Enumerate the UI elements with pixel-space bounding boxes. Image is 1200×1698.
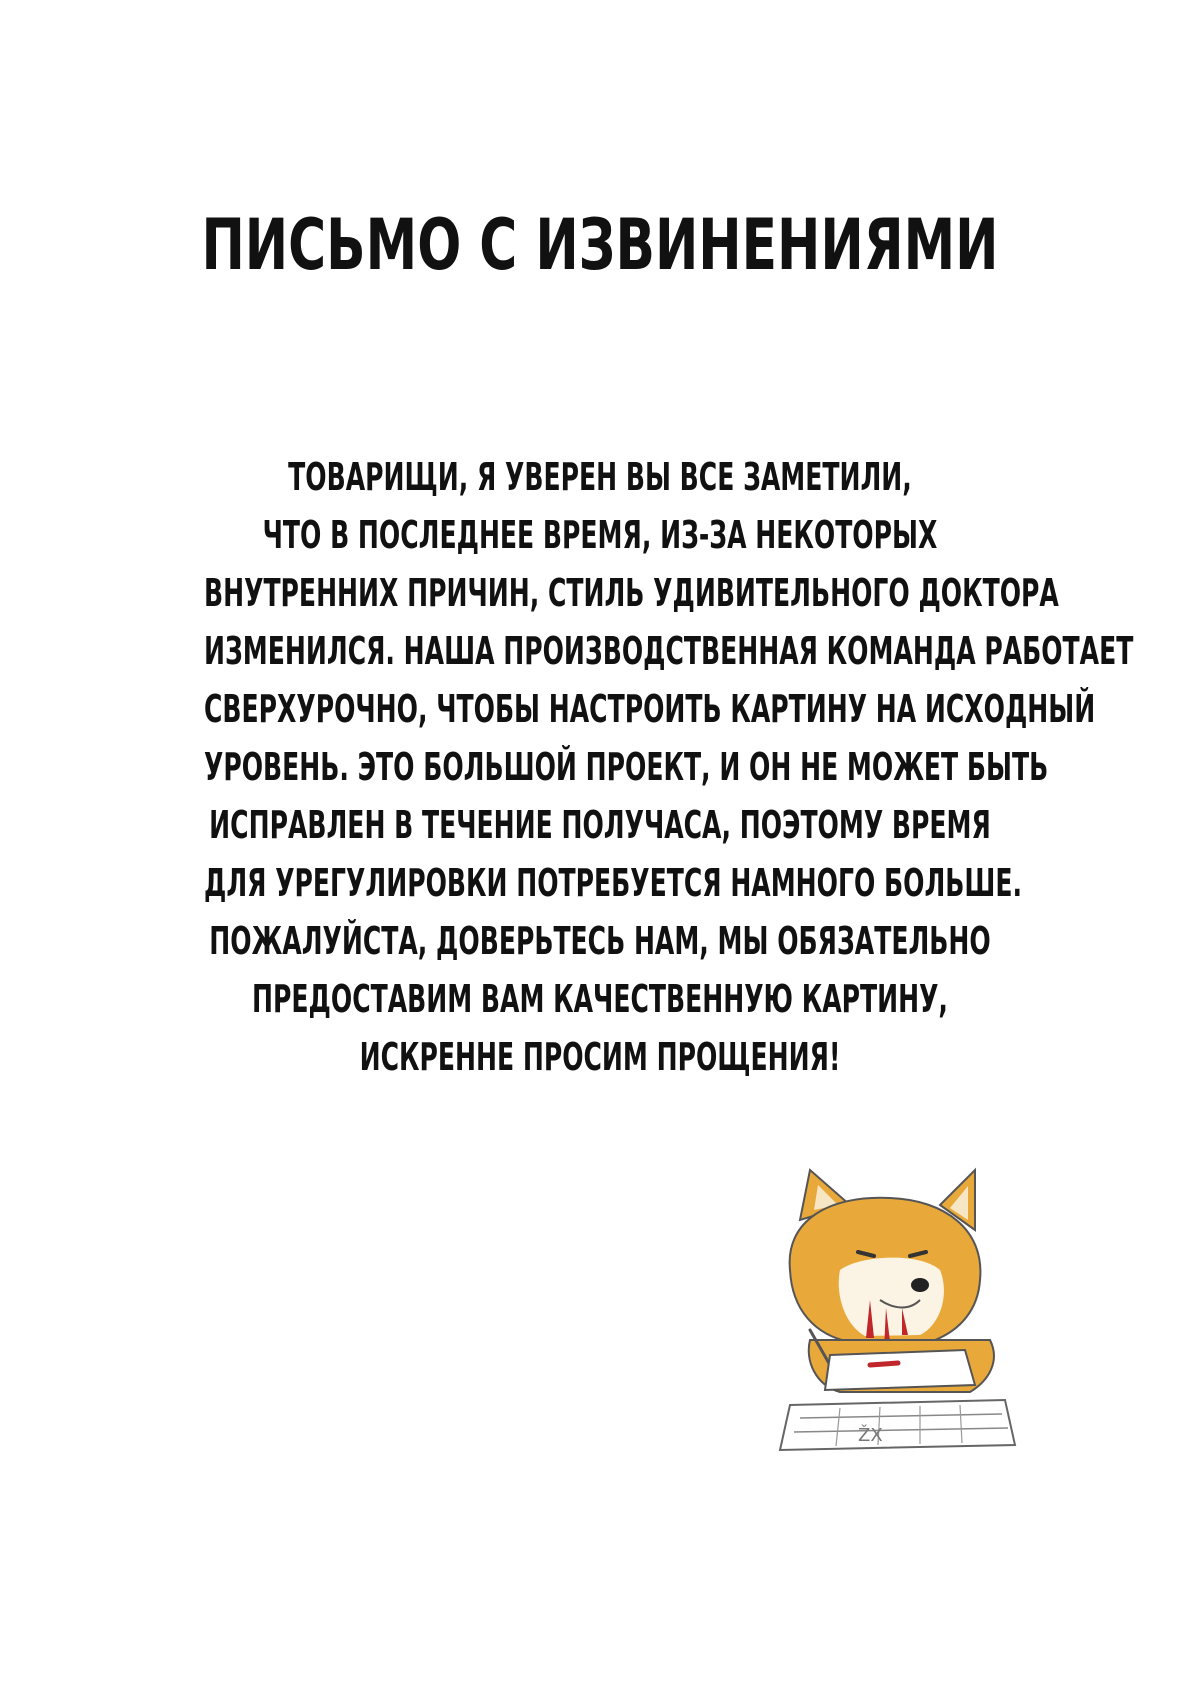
tired-shiba-artist-icon — [770, 1160, 1050, 1460]
letter-line: ИЗМЕНИЛСЯ. НАША ПРОИЗВОДСТВЕННАЯ КОМАНДА РАБОТАЕТ — [203, 629, 1134, 673]
letter-line: ЧТО В ПОСЛЕДНЕЕ ВРЕМЯ, ИЗ-ЗА НЕКОТОРЫХ — [262, 513, 938, 557]
letter-line: УРОВЕНЬ. ЭТО БОЛЬШОЙ ПРОЕКТ, И ОН НЕ МОЖЕТ БЫТЬ — [203, 745, 1049, 789]
letter-line: ДЛЯ УРЕГУЛИРОВКИ ПОТРЕБУЕТСЯ НАМНОГО БОЛЬШЕ. — [203, 861, 1023, 905]
svg-text:ŽX: ŽX — [858, 1425, 883, 1446]
apology-letter-body — [0, 448, 1200, 1086]
page-title: ПИСЬМО С ИЗВИНЕНИЯМИ — [201, 204, 999, 286]
letter-line: ТОВАРИЩИ, Я УВЕРЕН ВЫ ВСЕ ЗАМЕТИЛИ, — [288, 455, 912, 499]
letter-line: ВНУТРЕННИХ ПРИЧИН, СТИЛЬ УДИВИТЕЛЬНОГО ДОКТОРА — [203, 571, 1059, 615]
letter-line: ИСКРЕННЕ ПРОСИМ ПРОЩЕНИЯ! — [359, 1035, 841, 1079]
letter-line: ИСПРАВЛЕН В ТЕЧЕНИЕ ПОЛУЧАСА, ПОЭТОМУ ВРЕМЯ — [209, 803, 991, 847]
letter-line: ПРЕДОСТАВИМ ВАМ КАЧЕСТВЕННУЮ КАРТИНУ, — [252, 977, 948, 1021]
letter-line: СВЕРХУРОЧНО, ЧТОБЫ НАСТРОИТЬ КАРТИНУ НА ИСХОДНЫЙ — [203, 687, 1096, 731]
letter-line: ПОЖАЛУЙСТА, ДОВЕРЬТЕСЬ НАМ, МЫ ОБЯЗАТЕЛЬНО — [209, 919, 991, 963]
